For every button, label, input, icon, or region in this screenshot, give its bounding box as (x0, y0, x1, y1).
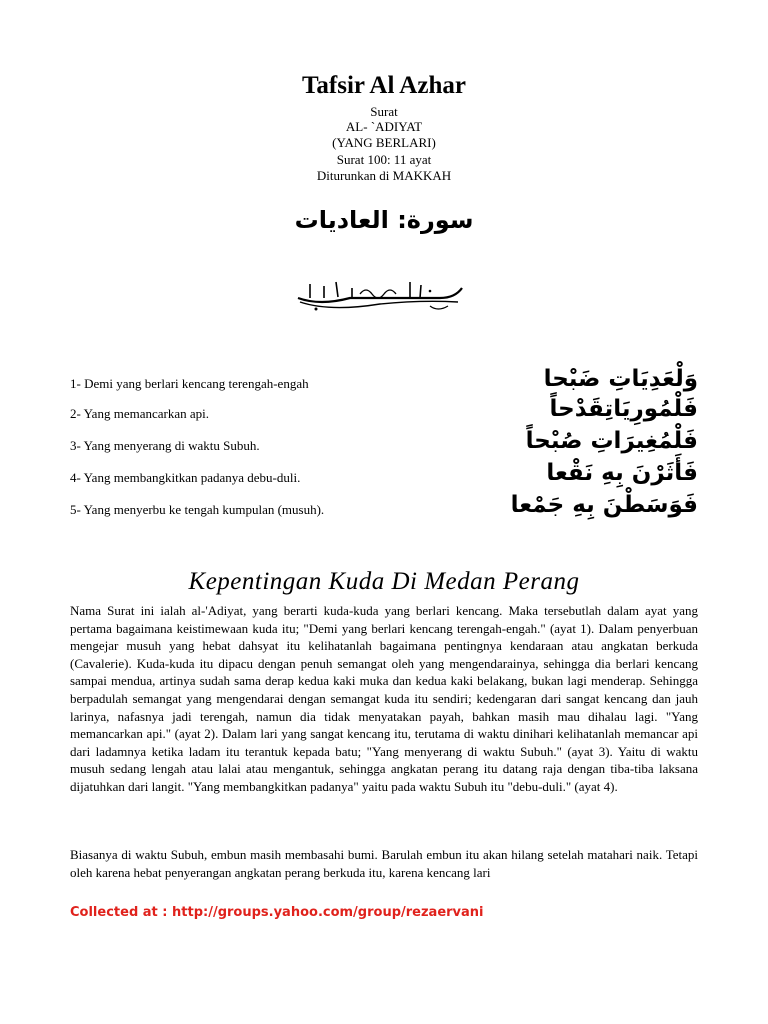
basmala-calligraphy (290, 276, 470, 316)
body-paragraph: Biasanya di waktu Subuh, embun masih membasahi bumi. Barulah embun itu akan hilang setelah matahari naik. Tetapi oleh karena hebat penyerangan angkatan perang berkuda itu, karena kencang lari (70, 847, 698, 880)
surah-meaning: (YANG BERLARI) (332, 135, 436, 150)
verse-arabic: فَوَسَطْنَ بِهِ جَمْعا (510, 492, 698, 518)
verse-row (70, 492, 710, 522)
surah-info: Surat 100: 11 ayat (336, 152, 432, 167)
body-paragraph: Nama Surat ini ialah al-'Adiyat, yang berarti kuda-kuda yang berlari kencang. Maka tersebutlah dalam ayat yang pertama bagaimana keistimewaan kuda itu; "Demi yang berlari kencang terengah-engah." (ayat 1). Dalam penyerbuan mengejar musuh yang hebat dahsyat itu kelihatanlah bagaimana pentingnya kendaraan atau angkatan berkuda (Cavalerie). Kuda-kuda itu dipacu dengan penuh semangat oleh yang mengendarainya, sehingga dia berlari kencang sampai mendua, artinya sudah sama derap kedua kaki muka dan kedua kaki belakang, bukan lagi menderap. Sehingga berpadulah semangat yang mengendarai dengan semangat kuda itu sendiri; kedengaran dari sangat kencang dan jauh larinya, nafasnya jadi terengah, namun dia tidak menyatakan payah, bahkan masih mau dihalau lagi. "Yang memancarkan api." (ayat 2). Dalam lari yang sangat kencang itu, terutama di waktu dinihari kelihatanlah memancar api dari ladamnya ketika ladam itu terantuk kepada batu; "Yang menyerang di waktu Subuh." (ayat 3). Yaitu di waktu musuh sedang lengah atau lalai atau mengantuk, sehingga angkatan perang itu datang raja dengan tiba-tiba laksana dijatuhkan dari langit. "Yang membangkitkan padanya" yaitu pada waktu Subuh itu "debu-duli." (ayat 4). (70, 603, 698, 794)
revealed-place: Diturunkan di MAKKAH (316, 168, 452, 183)
verse-row (70, 396, 710, 426)
surat-label: Surat (370, 104, 398, 119)
verse-arabic: وَلْعَدِيَاتِ ضَبْحا (543, 366, 698, 392)
verse-arabic: فَلْمُورِيَاتِقَدْحاً (549, 396, 698, 422)
section-heading: Kepentingan Kuda Di Medan Perang (188, 568, 580, 595)
arabic-surah-title: سورة: العاديات (294, 206, 474, 234)
collected-at-link[interactable]: Collected at : http://groups.yahoo.com/group/rezaervani (70, 905, 484, 920)
verse-translation: 4- Yang membangkitkan padanya debu-duli. (70, 470, 301, 485)
verse-translation: 1- Demi yang berlari kencang terengah-engah (70, 376, 309, 391)
surah-name: AL- `ADIYAT (345, 119, 423, 134)
verse-arabic: فَلْمُغِيرَاتِ صُبْحاً (525, 428, 698, 454)
document-title: Tafsir Al Azhar (302, 72, 466, 99)
verse-row (70, 366, 710, 396)
verse-row (70, 428, 710, 458)
verse-row (70, 460, 710, 490)
verse-translation: 2- Yang memancarkan api. (70, 406, 209, 421)
verse-translation: 3- Yang menyerang di waktu Subuh. (70, 438, 260, 453)
verse-translation: 5- Yang menyerbu ke tengah kumpulan (musuh). (70, 502, 325, 517)
verse-arabic: فَأَثَرْنَ بِهِ نَقْعا (546, 460, 698, 486)
